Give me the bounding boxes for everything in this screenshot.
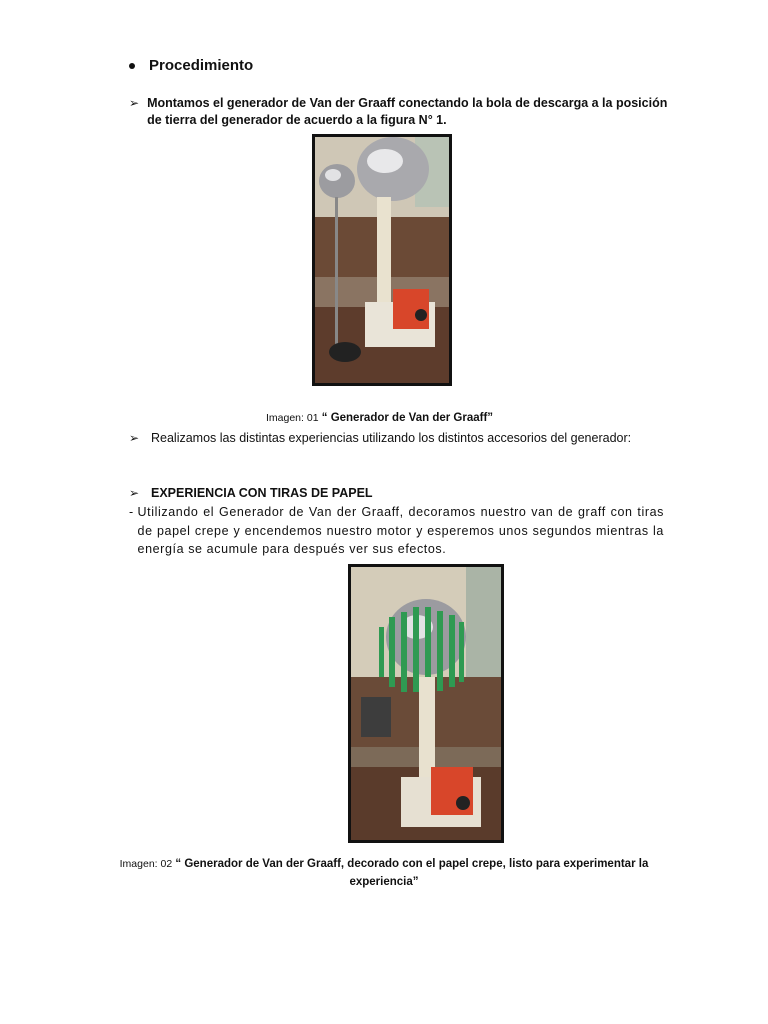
experiment-paragraph [129,503,664,559]
bullet-dot-icon [129,63,135,69]
step-1 [129,95,669,129]
step-2-text: Realizamos las distintas experiencias utilizando los distintos accesorios del generador: [151,431,632,445]
figure-2-caption [110,855,658,891]
figure-1-caption [266,412,493,424]
step-2 [129,430,664,447]
section-heading [129,57,253,74]
section-heading-text: Procedimiento [149,57,254,74]
step-1-text: Montamos el generador de Van der Graaff conectando la bola de descarga a la posición de tierra del generador de acuerdo a la figura N° 1. [147,96,668,127]
figure-2-photo [348,564,504,843]
experiment-title-text: EXPERIENCIA CON TIRAS DE PAPEL [151,486,373,500]
dash-bullet: - [129,505,134,519]
arrow-bullet-icon: ➢ [129,486,140,500]
arrow-bullet-icon: ➢ [129,431,140,445]
figure-2-caption-text: “ Generador de Van der Graaff, decorado con el papel crepe, listo para experimentar la experiencia” [175,858,649,888]
van-de-graaff-photo-2 [351,567,501,840]
figure-1-caption-text: “ Generador de Van der Graaff” [321,412,494,424]
figure-2-label: Imagen: 02 [119,858,173,870]
figure-1-photo [312,134,452,386]
figure-1-label: Imagen: 01 [266,412,319,424]
experiment-title [129,486,373,500]
experiment-text: Utilizando el Generador de Van der Graaff, decoramos nuestro van de graff con tiras de papel crepe y encendemos nuestro motor y esperemos unos segundos mientras la energía se acumule para después ver sus efectos. [137,505,664,556]
arrow-bullet-icon: ➢ [129,96,140,110]
van-de-graaff-photo-1 [315,137,449,383]
